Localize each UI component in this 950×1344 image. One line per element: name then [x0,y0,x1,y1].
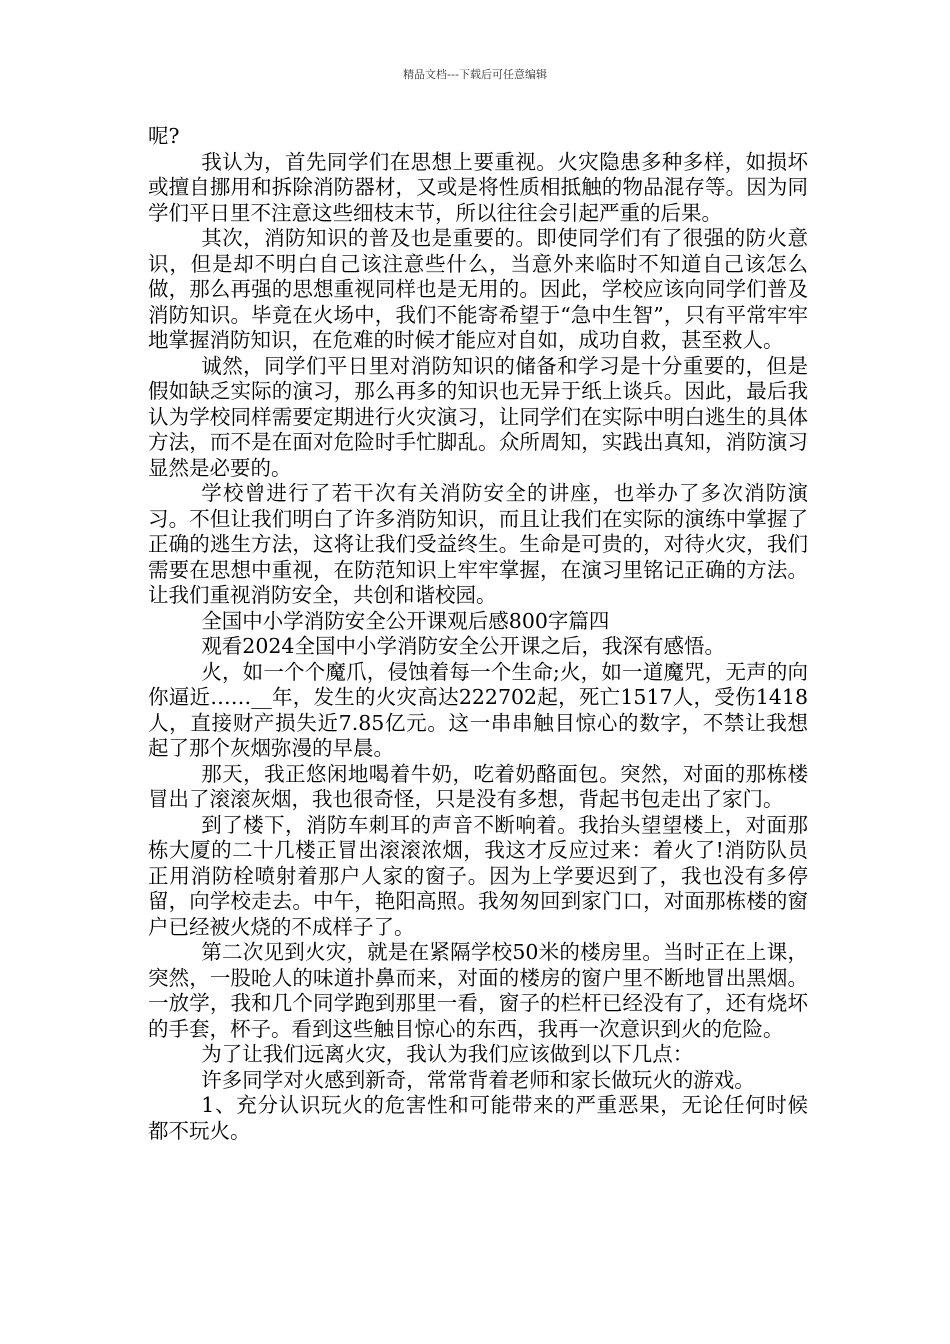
paragraph: 我认为，首先同学们在思想上要重视。火灾隐患多种多样，如损坏或擅自挪用和拆除消防器材，又或是将性质相抵触的物品混存等。因为同学们平日里不注意这些细枝末节，所以往往会引起严重的后果。 [148,149,808,225]
paragraph: 呢? [148,124,180,148]
page-header: 精品文档---下载后可任意编辑 [403,68,547,81]
list-item: 1、充分认识玩火的危害性和可能带来的严重恶果，无论任何时候都不玩火。 [148,1093,808,1143]
paragraph: 到了楼下，消防车刺耳的声音不断响着。我抬头望望楼上，对面那栋大厦的二十几楼正冒出滚滚浓烟，我这才反应过来：着火了!消防队员正用消防栓喷射着那户人家的窗子。因为上学要迟到了，我也没有多停留，向学校走去。中午，艳阳高照。我匆匆回到家门口，对面那栋楼的窗户已经被火烧的不成样子了。 [148,812,808,939]
paragraph: 为了让我们远离火灾，我认为我们应该做到以下几点： [201,1042,694,1066]
paragraph: 那天，我正悠闲地喝着牛奶，吃着奶酪面包。突然，对面的那栋楼冒出了滚滚灰烟，我也很奇怪，只是没有多想，背起书包走出了家门。 [148,761,808,811]
paragraph: 诚然，同学们平日里对消防知识的储备和学习是十分重要的，但是假如缺乏实际的演习，那么再多的知识也无异于纸上谈兵。因此，最后我认为学校同样需要定期进行火灾演习，让同学们在实际中明白逃生的具体方法，而不是在面对危险时手忙脚乱。众所周知，实践出真知，消防演习显然是必要的。 [148,353,808,480]
paragraph: 第二次见到火灾，就是在紧隔学校50米的楼房里。当时正在上课，突然，一股呛人的味道扑鼻而来，对面的楼房的窗户里不断地冒出黑烟。一放学，我和几个同学跑到那里一看，窗子的栏杆已经没有了，还有烧坏的手套，杯子。看到这些触目惊心的东西，我再一次意识到火的危险。 [148,940,808,1041]
paragraph: 学校曾进行了若干次有关消防安全的讲座，也举办了多次消防演习。不但让我们明白了许多消防知识，而且让我们在实际的演练中掌握了正确的逃生方法，这将让我们受益终生。生命是可贵的，对待火灾，我们需要在思想中重视，在防范知识上牢牢掌握，在演习里铭记正确的方法。让我们重视消防安全，共创和谐校园。 [148,481,808,607]
paragraph: 观看2024全国中小学消防安全公开课之后，我深有感悟。 [201,634,725,658]
paragraph: 其次，消防知识的普及也是重要的。即使同学们有了很强的防火意识，但是却不明白自己该注意些什么，当意外来临时不知道自己该怎么做，那么再强的思想重视同样也是无用的。因此，学校应该向同学们普及消防知识。毕竟在火场中，我们不能寄希望于“急中生智”，只有平常牢牢地掌握消防知识，在危难的时候才能应对自如，成功自救，甚至救人。 [148,226,808,352]
paragraph: 火，如一个个魔爪，侵蚀着每一个生命;火，如一道魔咒，无声的向你逼近……__年，发生的火灾高达222702起，死亡1517人，受伤1418人，直接财产损失近7.85亿元。这一串串触目惊心的数字，不禁让我想起了那个灰烟弥漫的早晨。 [148,659,808,760]
section-title: 全国中小学消防安全公开课观后感800字篇四 [201,608,610,633]
document-body [148,124,808,1144]
paragraph: 许多同学对火感到新奇，常常背着老师和家长做玩火的游戏。 [201,1067,755,1092]
